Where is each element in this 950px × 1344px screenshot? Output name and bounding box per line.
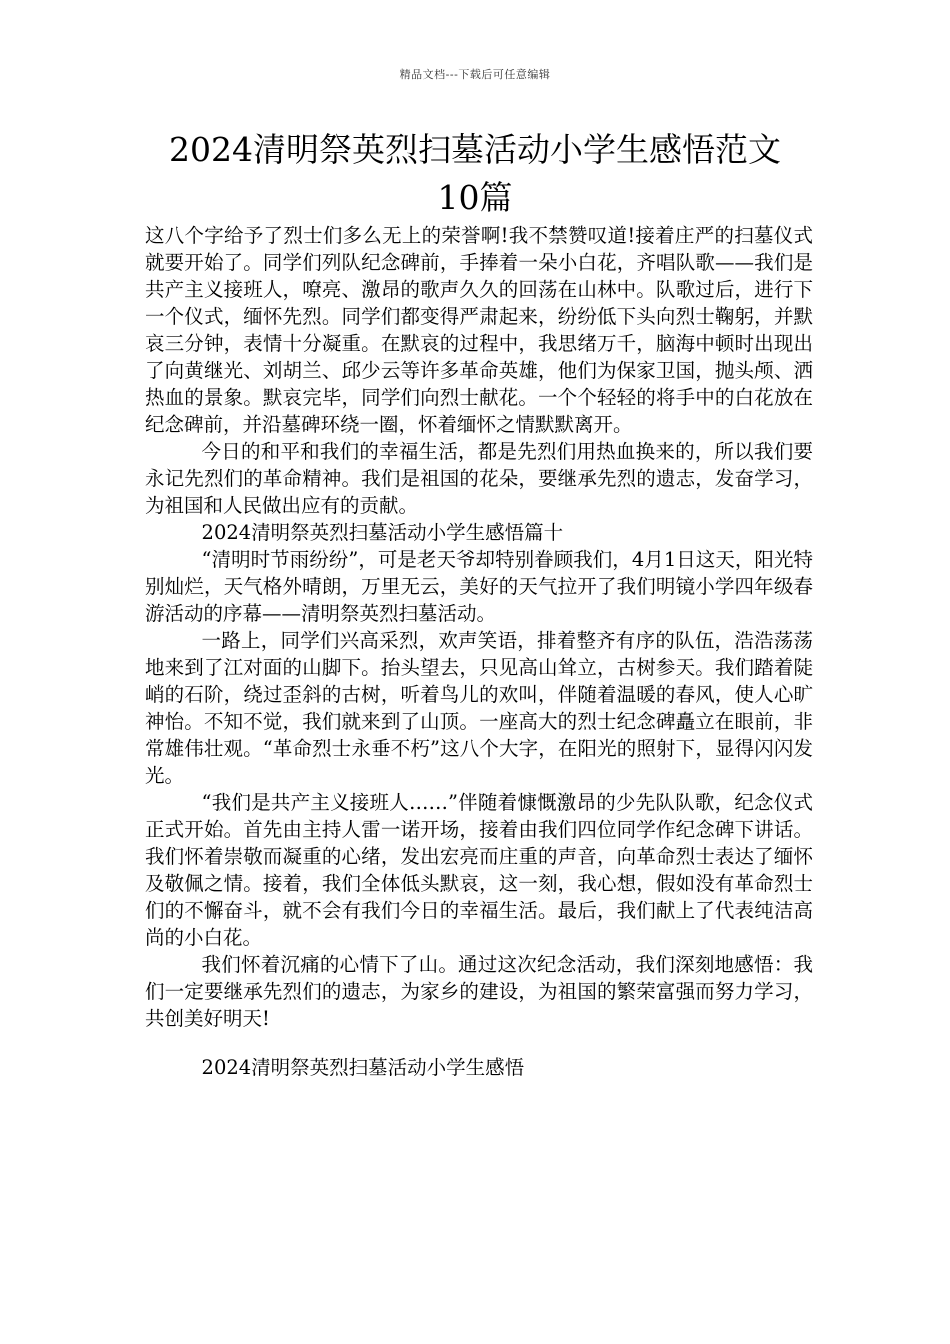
section-heading: 2024清明祭英烈扫墓活动小学生感悟篇十 (201, 521, 564, 544)
paragraph: “我们是共产主义接班人……”伴随着慷慨激昂的少先队队歌，纪念仪式正式开始。首先由主持人雷一诺开场，接着由我们四位同学作纪念碑下讲话。我们怀着崇敬而凝重的心绪，发出宏亮而庄重的声音，向革命烈士表达了缅怀及敬佩之情。接着，我们全体低头默哀，这一刻，我心想，假如没有革命烈士们的不懈奋斗，就不会有我们今日的幸福生活。最后，我们献上了代表纯洁高尚的小白花。 (145, 791, 813, 949)
paragraph: 我们怀着沉痛的心情下了山。通过这次纪念活动，我们深刻地感悟：我们一定要继承先烈们的遗志，为家乡的建设，为祖国的繁荣富强而努力学习，共创美好明天! (145, 953, 813, 1030)
paragraph: 一路上，同学们兴高采烈，欢声笑语，排着整齐有序的队伍，浩浩荡荡地来到了江对面的山脚下。抬头望去，只见高山耸立，古树参天。我们踏着陡峭的石阶，绕过歪斜的古树，听着鸟儿的欢叫，伴随着温暖的春风，使人心旷神怡。不知不觉，我们就来到了山顶。一座高大的烈士纪念碑矗立在眼前，非常雄伟壮观。“革命烈士永垂不朽”这八个大字，在阳光的照射下，显得闪闪发光。 (145, 629, 813, 787)
document-title (120, 126, 830, 222)
document-body (145, 222, 813, 1081)
paragraph: “清明时节雨纷纷”，可是老天爷却特别眷顾我们，4月1日这天，阳光特别灿烂，天气格外晴朗，万里无云，美好的天气拉开了我们明镜小学四年级春游活动的序幕——清明祭英烈扫墓活动。 (145, 548, 813, 625)
title-line-2: 10篇 (437, 178, 513, 217)
title-line-1: 2024清明祭英烈扫墓活动小学生感悟范文 (169, 130, 781, 169)
section-heading: 2024清明祭英烈扫墓活动小学生感悟 (201, 1056, 525, 1079)
paragraph: 今日的和平和我们的幸福生活，都是先烈们用热血换来的，所以我们要永记先烈们的革命精神。我们是祖国的花朵，要继承先烈的遗志，发奋学习，为祖国和人民做出应有的贡献。 (145, 440, 813, 517)
paragraph: 这八个字给予了烈士们多么无上的荣誉啊!我不禁赞叹道!接着庄严的扫墓仪式就要开始了。同学们列队纪念碑前，手捧着一朵小白花，齐唱队歌——我们是共产主义接班人，嘹亮、激昂的歌声久久的回荡在山林中。队歌过后，进行下一个仪式，缅怀先烈。同学们都变得严肃起来，纷纷低下头向烈士鞠躬，并默哀三分钟，表情十分凝重。在默哀的过程中，我思绪万千，脑海中顿时出现出了向黄继光、刘胡兰、邱少云等许多革命英雄，他们为保家卫国，抛头颅、洒热血的景象。默哀完毕，同学们向烈士献花。一个个轻轻的将手中的白花放在纪念碑前，并沿墓碑环绕一圈，怀着缅怀之情默默离开。 (145, 224, 813, 436)
header-watermark: 精品文档---下载后可任意编辑 (399, 68, 551, 81)
